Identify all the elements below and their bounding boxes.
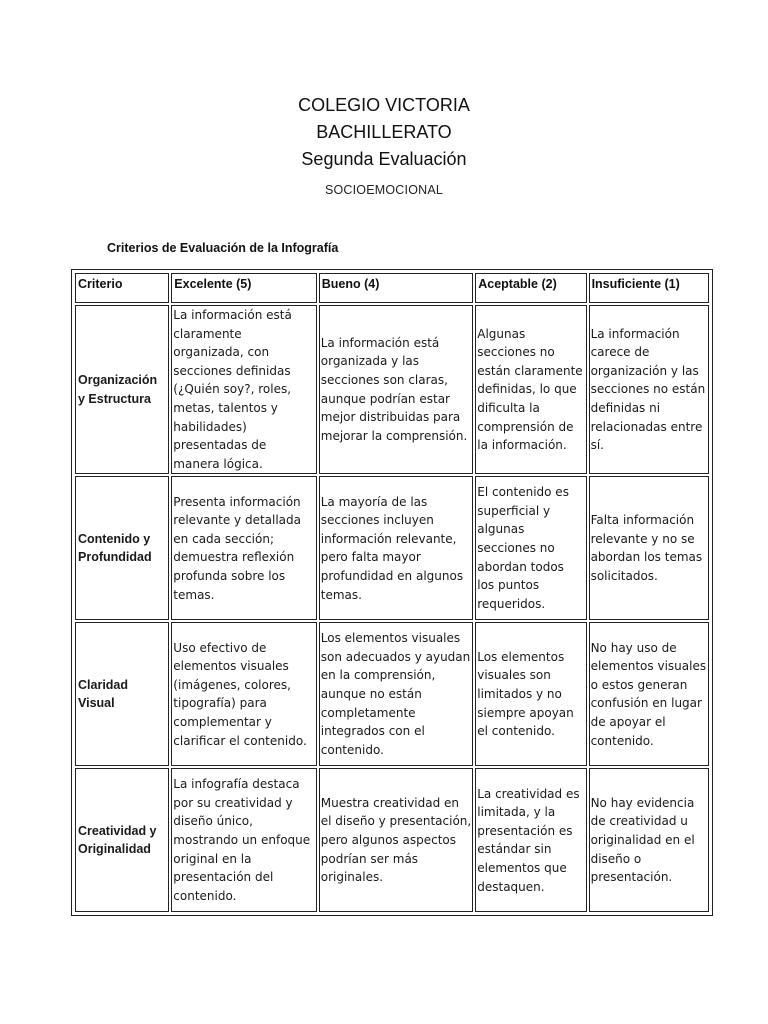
criterion-cell: Claridad Visual (75, 622, 169, 766)
school-name: COLEGIO VICTORIA (298, 95, 470, 115)
evaluation-title: Segunda Evaluación (301, 149, 467, 169)
table-row (75, 622, 709, 766)
table-cell: Los elementos visuales son limitados y no siempre apoyan el contenido. (475, 622, 586, 766)
rubric-table (73, 271, 711, 914)
table-cell: La información está organizada y las secciones son claras, aunque podrían estar mejor distribuidas para mejorar la comprensión. (319, 305, 473, 474)
table-cell: La mayoría de las secciones incluyen información relevante, pero falta mayor profundidad en algunos temas. (319, 476, 473, 620)
table-row (75, 305, 709, 474)
table-row (75, 768, 709, 912)
table-cell: La información está claramente organizada, con secciones definidas (¿Quién soy?, roles, metas, talentos y habilidades) presentadas de manera lógica. (171, 305, 316, 474)
column-header-insuficiente: Insuficiente (1) (589, 273, 709, 303)
criterion-cell: Contenido y Profundidad (75, 476, 169, 620)
column-header-excelente: Excelente (5) (171, 273, 316, 303)
table-cell: La infografía destaca por su creatividad y diseño único, mostrando un enfoque original en la presentación del contenido. (171, 768, 316, 912)
table-cell: El contenido es superficial y algunas secciones no abordan todos los puntos requeridos. (475, 476, 586, 620)
table-cell: Presenta información relevante y detallada en cada sección; demuestra reflexión profunda sobre los temas. (171, 476, 316, 620)
table-cell: Los elementos visuales son adecuados y ayudan en la comprensión, aunque no están completamente integrados con el contenido. (319, 622, 473, 766)
table-caption: Criterios de Evaluación de la Infografía (107, 241, 339, 255)
header-row (75, 273, 709, 303)
column-header-criterio: Criterio (75, 273, 169, 303)
table-cell: No hay uso de elementos visuales o estos generan confusión en lugar de apoyar el contenido. (589, 622, 709, 766)
school-level: BACHILLERATO (316, 122, 452, 142)
table-row (75, 476, 709, 620)
column-header-bueno: Bueno (4) (319, 273, 473, 303)
subject-name: SOCIOEMOCIONAL (324, 183, 444, 197)
table-cell: Algunas secciones no están claramente definidas, lo que dificulta la comprensión de la información. (475, 305, 586, 474)
table-cell: Uso efectivo de elementos visuales (imágenes, colores, tipografía) para complementar y clarificar el contenido. (171, 622, 316, 766)
table-cell: Falta información relevante y no se abordan los temas solicitados. (589, 476, 709, 620)
table-cell: La información carece de organización y las secciones no están definidas ni relacionadas entre sí. (589, 305, 709, 474)
criterion-cell: Creatividad y Originalidad (75, 768, 169, 912)
table-cell: Muestra creatividad en el diseño y presentación, pero algunos aspectos podrían ser más originales. (319, 768, 473, 912)
table-cell: La creatividad es limitada, y la presentación es estándar sin elementos que destaquen. (475, 768, 586, 912)
table-cell: No hay evidencia de creatividad u originalidad en el diseño o presentación. (589, 768, 709, 912)
rubric-table-frame (71, 269, 713, 916)
column-header-aceptable: Aceptable (2) (475, 273, 586, 303)
criterion-cell: Organización y Estructura (75, 305, 169, 474)
